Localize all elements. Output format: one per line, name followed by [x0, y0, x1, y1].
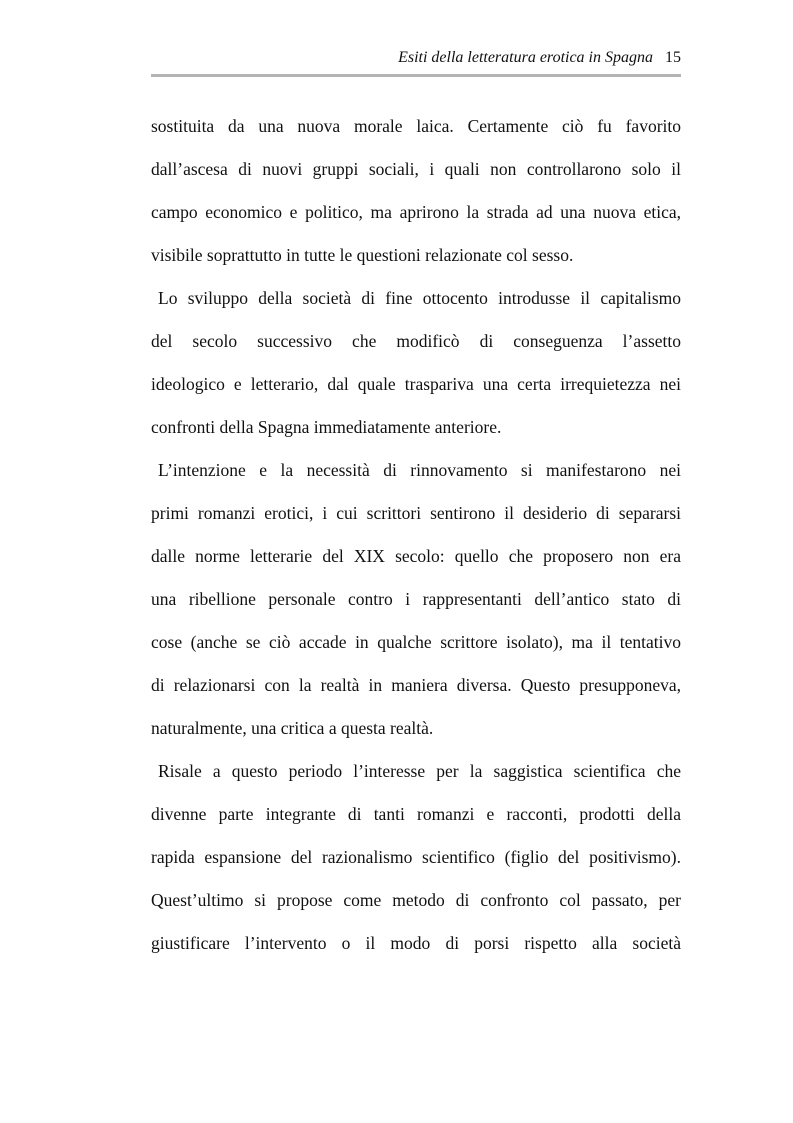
text-line: cose (anche se ciò accade in qualche scrittore isolato), ma il tentativo — [151, 632, 681, 652]
header-rule — [151, 74, 681, 77]
text-line: dalle norme letterarie del XIX secolo: quello che proposero non era — [151, 546, 681, 566]
text-line: una ribellione personale contro i rappresentanti dell’antico stato di — [151, 589, 681, 609]
text-line: L’intenzione e la necessità di rinnovamento si manifestarono nei — [158, 460, 681, 480]
text-line: sostituita da una nuova morale laica. Certamente ciò fu favorito — [151, 116, 681, 136]
text-line: dall’ascesa di nuovi gruppi sociali, i quali non controllarono solo il — [151, 159, 681, 179]
running-header — [151, 46, 681, 70]
text-line: naturalmente, una critica a questa realtà. — [151, 718, 434, 738]
text-line: rapida espansione del razionalismo scientifico (figlio del positivismo). — [151, 847, 681, 867]
running-title: Esiti della letteratura erotica in Spagna — [398, 49, 653, 66]
text-line: di relazionarsi con la realtà in maniera diversa. Questo presupponeva, — [151, 675, 681, 695]
text-line: Risale a questo periodo l’interesse per la saggistica scientifica che — [158, 761, 681, 781]
text-line: campo economico e politico, ma aprirono la strada ad una nuova etica, — [151, 202, 681, 222]
text-line: confronti della Spagna immediatamente anteriore. — [151, 417, 502, 437]
page-number: 15 — [665, 49, 681, 66]
text-line: visibile soprattutto in tutte le questioni relazionate col sesso. — [151, 245, 574, 265]
text-line: Quest’ultimo si propose come metodo di confronto col passato, per — [151, 890, 681, 910]
text-line: giustificare l’intervento o il modo di porsi rispetto alla società — [151, 933, 681, 953]
body-text — [151, 107, 681, 967]
text-line: divenne parte integrante di tanti romanzi e racconti, prodotti della — [151, 804, 681, 824]
text-line: ideologico e letterario, dal quale traspariva una certa irrequietezza nei — [151, 374, 681, 394]
text-line: del secolo successivo che modificò di conseguenza l’assetto — [151, 331, 681, 351]
text-line: primi romanzi erotici, i cui scrittori sentirono il desiderio di separarsi — [151, 503, 681, 523]
text-line: Lo sviluppo della società di fine ottocento introdusse il capitalismo — [158, 288, 681, 308]
